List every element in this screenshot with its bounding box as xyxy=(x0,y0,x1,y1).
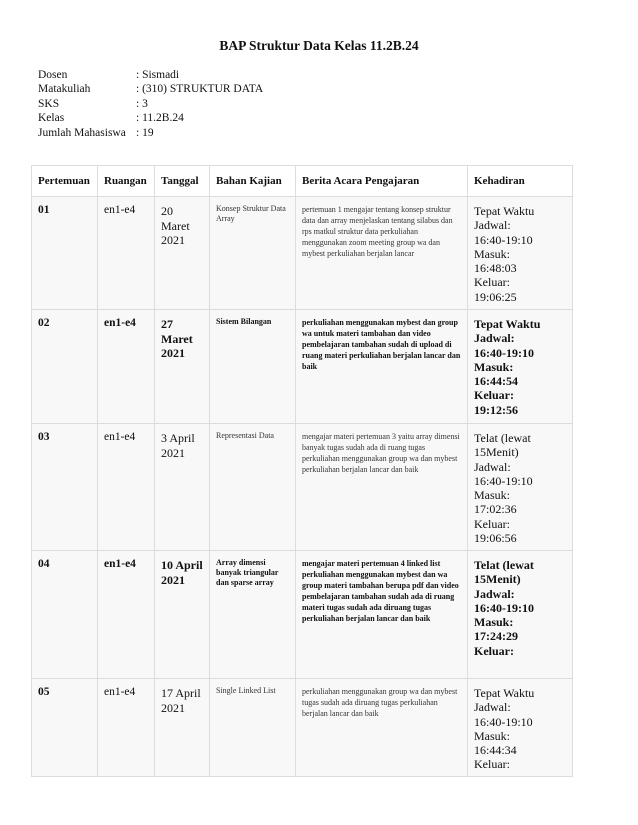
header-bahan-kajian: Bahan Kajian xyxy=(210,166,296,197)
info-row-jumlah xyxy=(38,126,263,140)
info-row-matakuliah xyxy=(38,82,263,96)
cell-kehadiran xyxy=(468,310,573,424)
attendance-status: Telat (lewat 15Menit) xyxy=(474,558,534,587)
info-value: : 19 xyxy=(136,126,154,139)
keluar-label: Keluar: xyxy=(474,516,510,531)
cell-pertemuan: 05 xyxy=(32,679,98,777)
masuk-label: Masuk: xyxy=(474,728,510,743)
masuk-value: 16:44:34 xyxy=(474,743,517,758)
info-label: Dosen xyxy=(38,69,68,81)
info-value: : 3 xyxy=(136,97,148,110)
attendance-status: Tepat Waktu xyxy=(474,204,535,218)
attendance-status: Tepat Waktu xyxy=(474,317,541,331)
info-value: : Sismadi xyxy=(136,69,180,81)
cell-tanggal: 17 April 2021 xyxy=(155,679,210,777)
attendance-table xyxy=(31,165,573,777)
cell-bahan-kajian: Array dimensi banyak triangular dan sparse array xyxy=(210,551,296,679)
cell-ruangan: en1-e4 xyxy=(98,551,155,679)
cell-kehadiran xyxy=(468,197,573,310)
table-row xyxy=(32,424,573,551)
masuk-value: 17:24:29 xyxy=(474,629,518,644)
jadwal-label: Jadwal: xyxy=(474,218,511,233)
cell-tanggal: 10 April 2021 xyxy=(155,551,210,679)
info-row-kelas xyxy=(38,111,263,125)
cell-pertemuan: 04 xyxy=(32,551,98,679)
cell-bahan-kajian: Single Linked List xyxy=(210,679,296,777)
cell-bahan-kajian: Sistem Bilangan xyxy=(210,310,296,424)
table-row xyxy=(32,310,573,424)
table-header-row xyxy=(32,166,573,197)
cell-kehadiran xyxy=(468,424,573,551)
info-label: Kelas xyxy=(38,112,65,125)
course-info xyxy=(38,68,263,140)
jadwal-value: 16:40-19:10 xyxy=(474,345,534,360)
cell-kehadiran xyxy=(468,551,573,679)
page-title: BAP Struktur Data Kelas 11.2B.24 xyxy=(219,38,419,53)
cell-kehadiran xyxy=(468,679,573,777)
masuk-value: 17:02:36 xyxy=(474,502,517,517)
cell-pertemuan: 03 xyxy=(32,424,98,551)
header-ruangan: Ruangan xyxy=(98,166,155,197)
cell-tanggal: 27 Maret 2021 xyxy=(155,310,210,424)
info-label: Jumlah Mahasiswa xyxy=(38,126,126,139)
masuk-label: Masuk: xyxy=(474,615,514,630)
table-row xyxy=(32,551,573,679)
cell-ruangan: en1-e4 xyxy=(98,310,155,424)
info-value: : 11.2B.24 xyxy=(136,112,184,125)
masuk-value: 16:48:03 xyxy=(474,261,517,276)
attendance-status: Tepat Waktu xyxy=(474,686,535,700)
header-pertemuan: Pertemuan xyxy=(32,166,98,197)
keluar-value: 19:06:56 xyxy=(474,531,517,546)
keluar-label: Keluar: xyxy=(474,757,510,772)
cell-bahan-kajian: Representasi Data xyxy=(210,424,296,551)
cell-pertemuan: 02 xyxy=(32,310,98,424)
cell-bahan-kajian: Konsep Struktur Data Array xyxy=(210,197,296,310)
cell-berita-acara: mengajar materi pertemuan 4 linked list perkuliahan menggunakan mybest dan wa group materi tambahan berupa pdf dan video pembelajaran tambahan sudah ada di ruang materi tugas sudah ada diruang tugas perkuliahan berjalan lancar dan baik xyxy=(296,551,468,679)
cell-berita-acara: mengajar materi pertemuan 3 yaitu array dimensi banyak tugas sudah ada di ruang tugas perkuliahan menggunakan group wa dan mybest perkuliahan berjalan lancar dan baik xyxy=(296,424,468,551)
keluar-value: 19:12:56 xyxy=(474,402,518,417)
jadwal-label: Jadwal: xyxy=(474,459,511,474)
masuk-label: Masuk: xyxy=(474,246,510,261)
cell-tanggal: 3 April 2021 xyxy=(155,424,210,551)
table-row xyxy=(32,197,573,310)
jadwal-value: 16:40-19:10 xyxy=(474,473,533,488)
masuk-label: Masuk: xyxy=(474,359,514,374)
jadwal-value: 16:40-19:10 xyxy=(474,714,533,729)
jadwal-label: Jadwal: xyxy=(474,586,515,601)
cell-berita-acara: perkuliahan menggunakan mybest dan group wa untuk materi tambahan dan video pembelajaran tambahan sudah di upload di ruang materi perkuliahan berjalan lancar dan baik xyxy=(296,310,468,424)
cell-berita-acara: perkuliahan menggunakan group wa dan mybest tugas sudah ada diruang tugas perkuliahan berjalan lancar dan baik xyxy=(296,679,468,777)
jadwal-value: 16:40-19:10 xyxy=(474,600,534,615)
cell-pertemuan: 01 xyxy=(32,197,98,310)
info-label: Matakuliah xyxy=(38,83,91,96)
masuk-value: 16:44:54 xyxy=(474,374,518,389)
cell-ruangan: en1-e4 xyxy=(98,679,155,777)
header-tanggal: Tanggal xyxy=(155,166,210,197)
info-value: : (310) STRUKTUR DATA xyxy=(136,83,264,96)
cell-ruangan: en1-e4 xyxy=(98,197,155,310)
jadwal-label: Jadwal: xyxy=(474,700,511,715)
keluar-label: Keluar: xyxy=(474,643,514,658)
cell-ruangan: en1-e4 xyxy=(98,424,155,551)
cell-berita-acara: pertemuan 1 mengajar tentang konsep struktur data dan array menjelaskan tentang silabus dan rps matkul struktur data perkuliahan menggunakan zoom meeting group wa dan mybest perkuliahan berjalan lancar xyxy=(296,197,468,310)
keluar-label: Keluar: xyxy=(474,388,514,403)
info-label: SKS xyxy=(38,97,60,110)
jadwal-value: 16:40-19:10 xyxy=(474,232,533,247)
info-row-dosen xyxy=(38,68,263,82)
keluar-label: Keluar: xyxy=(474,275,510,290)
table-row xyxy=(32,679,573,777)
header-kehadiran: Kehadiran xyxy=(468,166,573,197)
jadwal-label: Jadwal: xyxy=(474,331,515,346)
info-row-sks xyxy=(38,97,263,111)
attendance-status: Telat (lewat 15Menit) xyxy=(474,431,531,460)
masuk-label: Masuk: xyxy=(474,488,510,503)
keluar-value: 19:06:25 xyxy=(474,289,517,304)
cell-tanggal: 20 Maret 2021 xyxy=(155,197,210,310)
header-berita-acara: Berita Acara Pengajaran xyxy=(296,166,468,197)
